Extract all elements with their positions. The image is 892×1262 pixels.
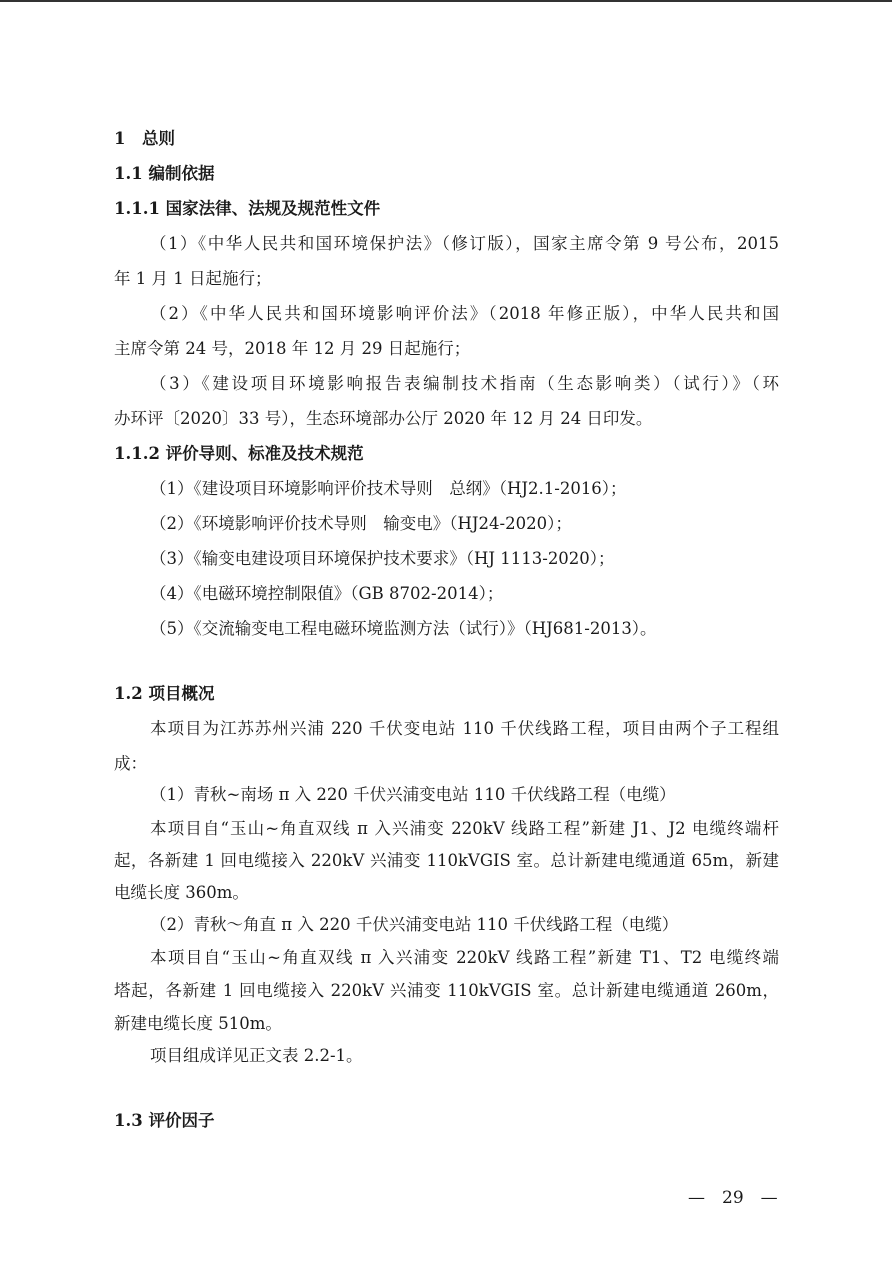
overview-line-1: 本项目为江苏苏州兴浦 220 千伏变电站 110 千伏线路工程，项目由两个子工程组 xyxy=(150,719,779,738)
subproject-1-line-3: 电缆长度 360m。 xyxy=(114,883,249,902)
law-item-3-line-1: （3）《建设项目环境影响报告表编制技术指南（生态影响类）（试行）》（环 xyxy=(150,374,779,393)
heading-compilation-basis: 1.1 编制依据 xyxy=(114,164,215,183)
standard-item-2: （2）《环境影响评价技术导则 输变电》（HJ24-2020）； xyxy=(150,514,572,533)
overview-line-2: 成： xyxy=(114,754,147,773)
subproject-1-title: （1）青秋~南场 π 入 220 千伏兴浦变电站 110 千伏线路工程（电缆） xyxy=(150,785,676,804)
subproject-1-line-2: 起，各新建 1 回电缆接入 220kV 兴浦变 110kVGIS 室。总计新建电缆通道 65m，新建 xyxy=(114,851,779,870)
standard-item-1: （1）《建设项目环境影响评价技术导则 总纲》（HJ2.1-2016）； xyxy=(150,479,627,498)
project-composition-note: 项目组成详见正文表 2.2-1。 xyxy=(150,1046,363,1065)
subproject-2-line-2: 塔起，各新建 1 回电缆接入 220kV 兴浦变 110kVGIS 室。总计新建电缆通道 260m， xyxy=(114,981,779,1000)
subproject-2-title: （2）青秋～角直 π 入 220 千伏兴浦变电站 110 千伏线路工程（电缆） xyxy=(150,915,679,934)
heading-general-principles: 1 总则 xyxy=(114,129,175,148)
page-number: — 29 — xyxy=(688,1188,778,1208)
heading-evaluation-factors: 1.3 评价因子 xyxy=(114,1111,215,1130)
heading-laws-regulations: 1.1.1 国家法律、法规及规范性文件 xyxy=(114,199,381,218)
law-item-1-line-2: 年 1 月 1 日起施行； xyxy=(114,269,272,288)
standard-item-5: （5）《交流输变电工程电磁环境监测方法（试行）》（HJ681-2013）。 xyxy=(150,619,657,638)
law-item-3-line-2: 办环评〔2020〕33 号），生态环境部办公厅 2020 年 12 月 24 日印发。 xyxy=(114,409,653,428)
law-item-1-line-1: （1）《中华人民共和国环境保护法》（修订版），国家主席令第 9 号公布，2015 xyxy=(150,234,779,253)
subproject-2-line-1: 本项目自“玉山~角直双线 π 入兴浦变 220kV 线路工程”新建 T1、T2 电缆终端 xyxy=(150,948,779,967)
subproject-2-line-3: 新建电缆长度 510m。 xyxy=(114,1014,282,1033)
heading-project-overview: 1.2 项目概况 xyxy=(114,684,215,703)
standard-item-3: （3）《输变电建设项目环境保护技术要求》（HJ 1113-2020）； xyxy=(150,549,615,568)
standard-item-4: （4）《电磁环境控制限值》（GB 8702-2014）； xyxy=(150,584,504,603)
subproject-1-line-1: 本项目自“玉山~角直双线 π 入兴浦变 220kV 线路工程”新建 J1、J2 电缆终端杆 xyxy=(150,819,779,838)
heading-guidelines-standards: 1.1.2 评价导则、标准及技术规范 xyxy=(114,444,364,463)
law-item-2-line-2: 主席令第 24 号，2018 年 12 月 29 日起施行； xyxy=(114,339,471,358)
law-item-2-line-1: （2）《中华人民共和国环境影响评价法》（2018 年修正版），中华人民共和国 xyxy=(150,304,779,323)
